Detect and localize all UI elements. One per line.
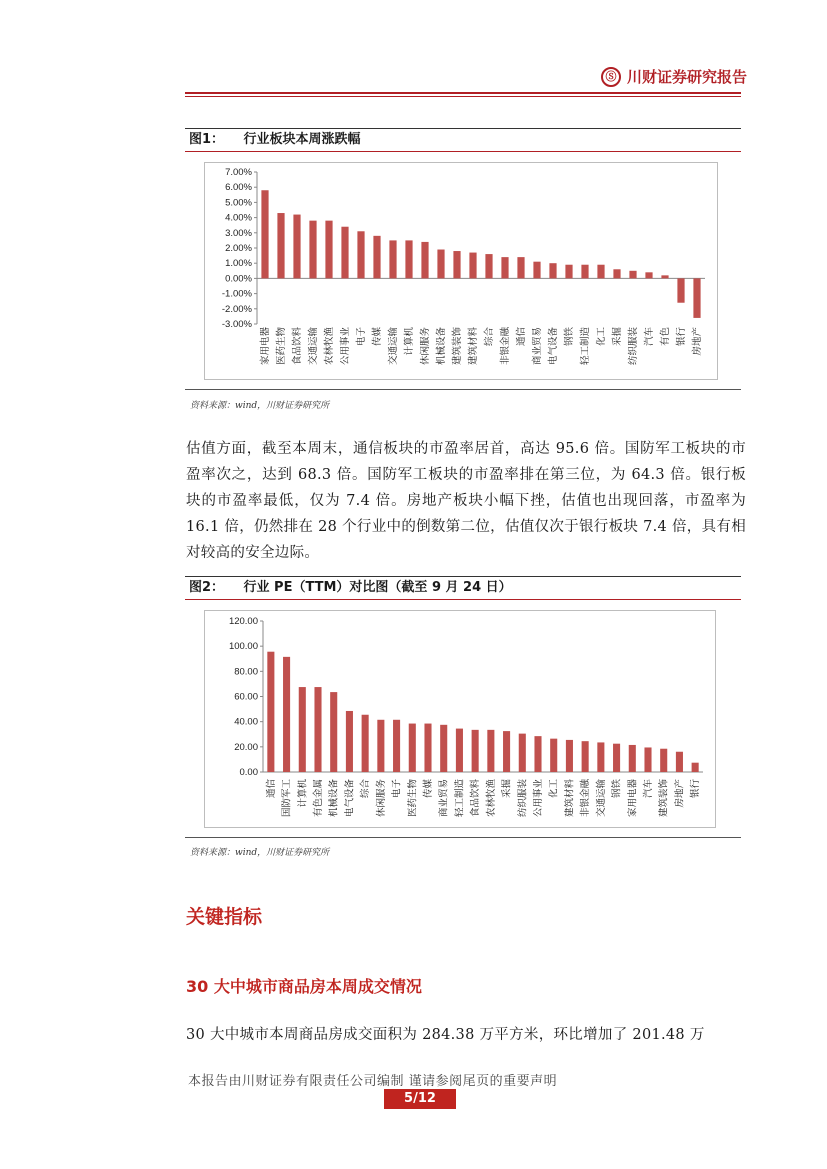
chart2-bar (676, 752, 683, 772)
chart2-category-label: 传媒 (423, 779, 434, 799)
chart1-category-label: 房地产 (692, 327, 703, 356)
chart2-category-label: 农林牧渔 (485, 779, 497, 818)
chart2-category-label: 计算机 (297, 779, 309, 808)
chart2-category-label: 通信 (265, 779, 277, 799)
figure2-bar-chart (205, 611, 715, 827)
chart1-y-tick-label: -2.00% (221, 303, 252, 315)
chart2-bar (283, 657, 290, 772)
chart2-category-label: 国防军工 (281, 779, 293, 818)
chart1-category-label: 纺织服装 (628, 327, 639, 366)
figure1-title: 行业板块本周涨跌幅 (243, 132, 361, 147)
chart2-category-label: 家用电器 (627, 779, 639, 818)
chart2-bar (519, 734, 526, 772)
chart1-y-tick-label: 4.00% (225, 212, 252, 224)
chart1-y-tick-label: 3.00% (225, 227, 252, 239)
chart1-y-tick-label: -3.00% (221, 319, 252, 330)
chart2-bar (409, 724, 416, 772)
chart1-y-tick-label: 1.00% (225, 258, 252, 270)
chart2-bar (330, 692, 337, 772)
chart1-bar (293, 215, 300, 279)
chart1-y-tick-label: 7.00% (225, 167, 252, 178)
figure1-source: 资料来源：wind，川财证券研究所 (190, 401, 330, 411)
chart1-bar (405, 240, 412, 278)
figure2-bottom-rule (185, 837, 741, 838)
chart1-category-label: 交通运输 (308, 327, 319, 366)
chart1-category-label: 有色 (660, 327, 671, 347)
chart2-category-label: 采掘 (501, 779, 513, 799)
chart2-category-label: 纺织服装 (517, 779, 529, 818)
chart2-category-label: 建筑材料 (564, 779, 576, 818)
figure1-caption (185, 128, 741, 152)
page-number: 5/12 (384, 1089, 456, 1109)
chart2-category-label: 汽车 (643, 779, 654, 799)
figure2-chart-frame (204, 610, 716, 828)
valuation-paragraph: 估值方面，截至本周末，通信板块的市盈率居首，高达 95.6 倍。国防军工板块的市盈率次之，达到 68.3 倍。国防军工板块的市盈率排在第三位，为 64.3 倍。银行板块的市盈率最低，仅为 7.4 倍。房地产板块小幅下挫，估值也出现回落，市盈率为 16.1 倍，仍然排在 28 个行业中的倒数第二位，估值仅次于银行板块 7.4 倍，具有相对较高的安全边际。 (186, 441, 746, 561)
chart2-bar (472, 730, 479, 772)
report-header-brand (601, 66, 747, 87)
chart2-category-label: 电子 (391, 779, 403, 799)
chart2-category-label: 电气设备 (344, 779, 356, 818)
chart2-category-label: 有色金属 (313, 779, 324, 818)
chart1-bar (517, 257, 524, 278)
chart2-category-label: 非银金融 (580, 779, 592, 818)
chart2-category-label: 医药生物 (407, 779, 419, 818)
chart2-category-label: 化工 (548, 779, 560, 799)
chart2-bar (393, 720, 400, 772)
chart2-bar (692, 763, 699, 772)
chart2-category-label: 钢铁 (611, 779, 623, 799)
chart1-category-label: 农林牧渔 (324, 327, 335, 366)
chart1-bar (565, 265, 572, 279)
chart2-bar (377, 720, 384, 772)
chart2-bar (424, 724, 431, 772)
chart1-category-label: 轻工制造 (580, 327, 591, 366)
chart2-y-tick-label: 120.00 (228, 616, 258, 627)
chart1-bar (645, 272, 652, 278)
header-rule-thin (185, 96, 741, 97)
chart1-category-label: 医药生物 (276, 327, 287, 366)
chart1-category-label: 电子 (356, 327, 367, 347)
chart1-category-label: 计算机 (404, 327, 415, 356)
chart2-bar (629, 745, 636, 772)
figure2-caption (185, 576, 741, 600)
chart1-category-label: 汽车 (644, 327, 655, 347)
chart1-bar (453, 251, 460, 278)
chart2-bar (487, 730, 494, 772)
chart2-bar (456, 729, 463, 772)
chart1-bar (677, 278, 684, 302)
figure1-chart-frame (204, 162, 718, 380)
chart2-bar (299, 687, 306, 772)
chart1-bar (421, 242, 428, 278)
chart2-bar (644, 747, 651, 772)
chart1-bar (309, 221, 316, 279)
chart1-bar (277, 213, 284, 278)
chart1-y-tick-label: 0.00% (225, 273, 252, 285)
chart2-y-tick-label: 100.00 (228, 641, 258, 653)
figure2-title: 行业 PE（TTM）对比图（截至 9 月 24 日） (243, 580, 512, 595)
chart1-category-label: 建筑材料 (468, 327, 479, 366)
figure1-label: 图1： (189, 132, 225, 147)
chart2-y-tick-label: 20.00 (234, 741, 258, 753)
chart1-bar (325, 221, 332, 279)
chart1-bar (661, 275, 668, 278)
chart2-bar (314, 687, 321, 772)
chart2-bar (613, 744, 620, 772)
chart1-y-tick-label: 5.00% (225, 197, 252, 209)
chart1-bar (485, 254, 492, 278)
chart1-category-label: 交通运输 (388, 327, 399, 366)
chart1-bar (341, 227, 348, 279)
chart1-category-label: 传媒 (372, 327, 383, 347)
header-rule (185, 92, 741, 94)
chart1-category-label: 非银金融 (500, 327, 511, 366)
chart2-bar (346, 711, 353, 772)
chart1-bar (261, 190, 268, 278)
chart1-y-tick-label: 6.00% (225, 182, 252, 194)
chart2-bar (534, 736, 541, 772)
chart2-category-label: 房地产 (674, 779, 686, 808)
brand-name: 川财证券研究报告 (626, 68, 747, 86)
chart2-bar (660, 749, 667, 772)
figure1-bar-chart (205, 163, 717, 379)
chart2-category-label: 银行 (690, 779, 702, 799)
chart1-bar (501, 257, 508, 278)
chart1-category-label: 食品饮料 (292, 327, 303, 366)
chart1-category-label: 采掘 (612, 327, 623, 347)
chart2-y-tick-label: 80.00 (234, 666, 258, 678)
chart1-bar (533, 262, 540, 279)
chart1-category-label: 化工 (596, 327, 607, 347)
chart2-bar (550, 739, 557, 772)
chart2-category-label: 公用事业 (533, 779, 544, 818)
chart2-bar (267, 652, 274, 772)
chart1-bar (613, 269, 620, 278)
chart2-category-label: 交通运输 (595, 779, 607, 818)
figure2-source: 资料来源：wind，川财证券研究所 (190, 848, 330, 858)
chart1-category-label: 电气设备 (548, 327, 559, 366)
chart1-category-label: 通信 (516, 327, 527, 347)
subsection-title: 30 大中城市商品房本周成交情况 (186, 977, 422, 996)
chart1-bar (389, 240, 396, 278)
chart1-category-label: 建筑装饰 (452, 327, 463, 366)
footer-disclaimer: 本报告由川财证券有限责任公司编制 谨请参阅尾页的重要声明 (188, 1074, 558, 1089)
chart2-bar (582, 741, 589, 772)
chart1-y-tick-label: -1.00% (221, 288, 252, 300)
chart1-category-label: 钢铁 (564, 327, 575, 347)
chart2-category-label: 建筑装饰 (658, 779, 670, 818)
chart1-bar (581, 265, 588, 279)
transaction-paragraph: 30 大中城市本周商品房成交面积为 284.38 万平方米，环比增加了 201.48 万 (186, 1027, 705, 1043)
chart1-bar (357, 231, 364, 278)
chart1-y-tick-label: 2.00% (225, 243, 252, 254)
chart1-bar (549, 263, 556, 278)
chart2-category-label: 机械设备 (328, 779, 340, 818)
company-logo-icon: Ⓢ (601, 67, 621, 87)
chart1-bar (437, 250, 444, 279)
chart2-bar (597, 742, 604, 772)
chart1-bar (373, 236, 380, 279)
chart2-y-tick-label: 0.00 (239, 767, 258, 778)
figure2-label: 图2： (189, 580, 225, 595)
chart2-bar (566, 740, 573, 772)
chart2-y-tick-label: 40.00 (234, 716, 258, 728)
chart2-category-label: 轻工制造 (454, 779, 466, 818)
chart1-category-label: 机械设备 (436, 327, 447, 366)
chart1-category-label: 银行 (676, 327, 687, 347)
chart2-category-label: 休闲服务 (375, 779, 387, 818)
figure1-bottom-rule (185, 389, 741, 390)
chart1-category-label: 公用事业 (340, 327, 351, 366)
chart1-category-label: 休闲服务 (420, 327, 431, 366)
chart1-bar (693, 278, 700, 318)
chart2-bar (362, 715, 369, 772)
chart1-bar (469, 253, 476, 279)
chart1-bar (629, 271, 636, 279)
chart2-bar (503, 731, 510, 772)
chart2-category-label: 食品饮料 (470, 779, 482, 818)
chart2-bar (440, 725, 447, 772)
chart1-category-label: 商业贸易 (532, 327, 543, 366)
chart2-y-tick-label: 60.00 (234, 691, 258, 703)
chart1-category-label: 综合 (484, 327, 495, 347)
chart1-category-label: 家用电器 (260, 327, 271, 366)
chart2-category-label: 综合 (360, 779, 372, 799)
chart1-bar (597, 265, 604, 279)
section-title: 关键指标 (186, 906, 263, 928)
chart2-category-label: 商业贸易 (438, 779, 450, 818)
